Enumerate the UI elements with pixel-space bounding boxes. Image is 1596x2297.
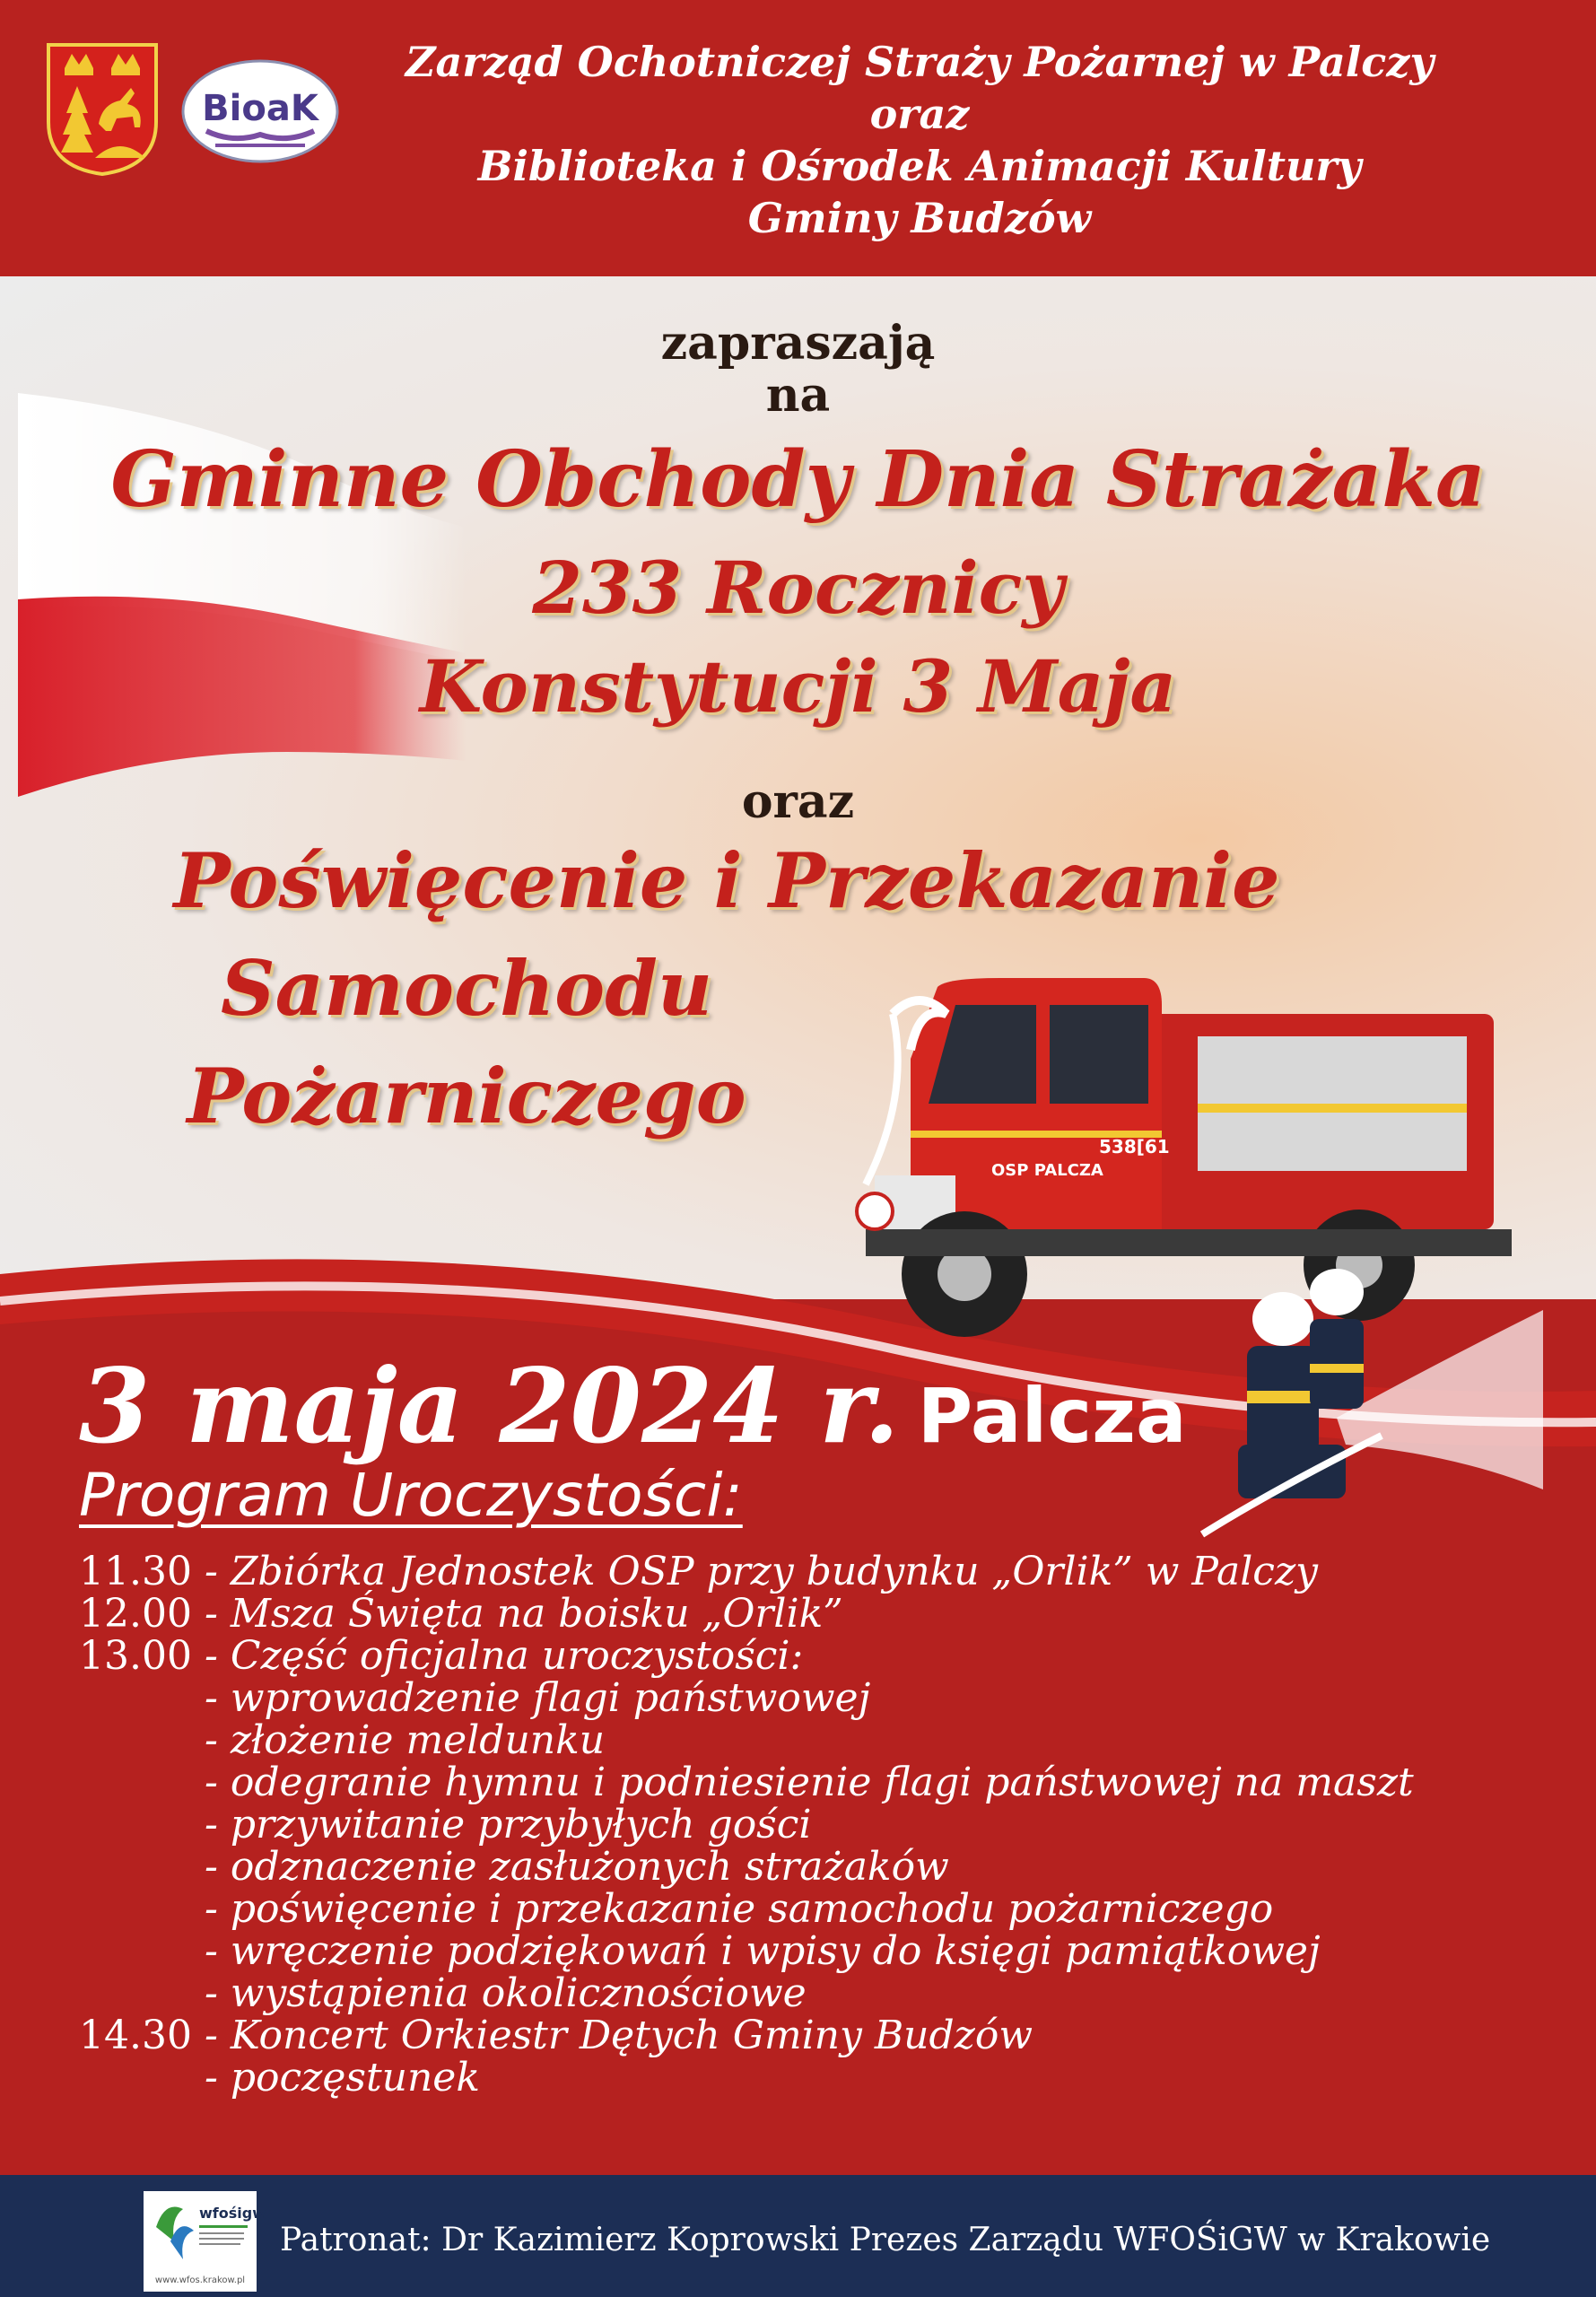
program-subitem: - przywitanie przybyłych gości: [205, 1802, 812, 1847]
program-subitem: - wystąpienia okolicznościowe: [205, 1970, 807, 2016]
program-item: 14.30 - Koncert Orkiestr Dętych Gminy Budzów: [79, 2013, 1033, 2058]
wfosigw-logo-url: www.wfos.krakow.pl: [154, 2275, 246, 2285]
organizer-library: Biblioteka i Ośrodek Animacji Kultury: [477, 142, 1362, 190]
wfosigw-logo-text: wfośigw: [199, 2205, 266, 2222]
truck-door-label: OSP PALCZA: [991, 1161, 1103, 1180]
program-item: 13.00 - Część oficjalna uroczystości:: [79, 1633, 804, 1679]
organizer-oraz: oraz: [869, 90, 970, 138]
footer-bar: [0, 2175, 1596, 2297]
event-date: [79, 1346, 1187, 1466]
title-poswiecenie: Poświęcenie i Przekazanie: [173, 836, 1280, 925]
title-dzien-strazaka: Gminne Obchody Dnia Strażaka: [110, 434, 1486, 525]
program-subitem: - złożenie meldunku: [205, 1717, 606, 1763]
title-pozarniczego: Pożarniczego: [187, 1052, 746, 1140]
program-title: Program Uroczystości:: [79, 1461, 743, 1530]
program-item: 12.00 - Msza Święta na boisku „Orlik”: [79, 1591, 843, 1637]
invite-oraz: oraz: [741, 774, 855, 829]
organizer-library-2: Gminy Budzów: [747, 194, 1092, 242]
program-list: [79, 1550, 1568, 2099]
svg-text:BioaK: BioaK: [202, 88, 318, 129]
coat-of-arms-icon: [45, 41, 160, 176]
organizers-text: [359, 36, 1480, 244]
title-samochodu: Samochodu: [220, 944, 713, 1033]
program-subitem: - poczęstunek: [205, 2055, 481, 2100]
invite-na: na: [765, 368, 831, 423]
program-item: 11.30 - Zbiórka Jednostek OSP przy budynku „Orlik” w Palczy: [79, 1549, 1318, 1594]
truck-number: 538[61: [1099, 1136, 1170, 1157]
title-konstytucja: Konstytucji 3 Maja: [419, 644, 1177, 729]
program-subitem: - odegranie hymnu i podniesienie flagi państwowej na maszt: [205, 1760, 1414, 1805]
invite-zapraszaja: zapraszają: [660, 316, 936, 371]
title-rocznica: 233 Rocznicy: [532, 546, 1064, 630]
program-subitem: - wręczenie podziękowań i wpisy do księgi pamiątkowej: [205, 1928, 1321, 1974]
event-place: Palcza: [917, 1372, 1187, 1460]
program-subitem: - wprowadzenie flagi państwowej: [205, 1675, 871, 1721]
patronat-text: Patronat: Dr Kazimierz Koprowski Prezes Zarządu WFOŚiGW w Krakowie: [280, 2222, 1491, 2258]
program-subitem: - odznaczenie zasłużonych strażaków: [205, 1844, 949, 1890]
program-subitem: - poświęcenie i przekazanie samochodu pożarniczego: [205, 1886, 1274, 1932]
bioak-logo-icon: [179, 57, 341, 165]
firefighters-image: [1202, 1256, 1543, 1561]
wfosigw-logo-icon: [144, 2191, 266, 2292]
event-date-text: 3 maja 2024 r.: [79, 1346, 900, 1466]
header-banner: [0, 0, 1596, 276]
organizer-osp: Zarząd Ochotniczej Straży Pożarnej w Palczy: [405, 38, 1435, 86]
